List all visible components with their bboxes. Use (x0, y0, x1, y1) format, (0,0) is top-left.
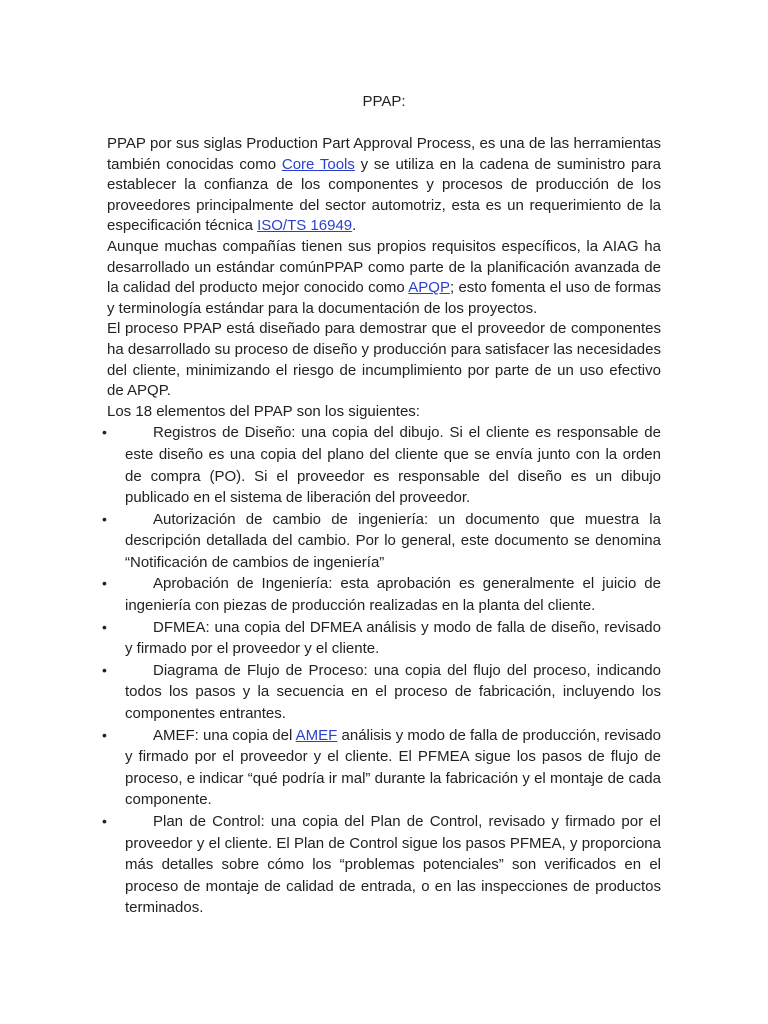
list-item-text: AMEF: una copia del (153, 726, 296, 744)
list-item (102, 660, 661, 725)
bullet-icon: • (102, 813, 107, 829)
list-item-text: Diagrama de Flujo de Proceso: una copia del flujo del proceso, indicando todos los pasos y la secuencia en el proceso de fabricación, incluyendo los componentes entrantes. (125, 661, 661, 723)
document-title: PPAP: (362, 93, 406, 110)
list-item-text: análisis y modo de falla de producción, revisado y firmado por el proveedor y el cliente. El PFMEA sigue los pasos de flujo de proceso, e indicar “qué podría ir mal” durante la fabricación y el montaje de cada componente. (125, 726, 661, 809)
bullet-icon: • (102, 661, 107, 678)
elements-list (102, 422, 661, 919)
paragraph-text: ; esto fomenta el uso de formas y terminología estándar para la documentación de los proyectos. (107, 279, 661, 317)
amef-link[interactable]: AMEF (295, 726, 338, 744)
iso-ts-16949-link[interactable]: ISO/TS 16949 (257, 217, 353, 235)
paragraph-process: El proceso PPAP está diseñado para demostrar que el proveedor de componentes ha desarrollado su proceso de diseño y producción para satisfacer las necesidades del cliente, minimizando el riesgo de incumplimiento por parte de un uso efectivo de APQP. (107, 320, 661, 400)
core-tools-link[interactable]: Core Tools (281, 155, 355, 173)
apqp-link[interactable]: APQP (408, 279, 450, 297)
bullet-icon: • (102, 618, 107, 635)
paragraph-elements-intro: Los 18 elementos del PPAP son los siguientes: (107, 402, 420, 420)
list-item (102, 617, 661, 660)
bullet-icon: • (102, 575, 107, 592)
list-item-text: Plan de Control: una copia del Plan de Control, revisado y firmado por el proveedor y el cliente. El Plan de Control sigue los pasos PFMEA, y proporciona más detalles sobre cómo los “problemas potenciales” son verificados en el proceso de montaje de calidad de entrada, o en las inspecciones de productos terminados. (125, 813, 661, 917)
bullet-icon: • (102, 726, 107, 743)
paragraph-aiag (107, 237, 661, 319)
list-item (102, 573, 661, 616)
list-item (102, 725, 661, 811)
list-item-text: DFMEA: una copia del DFMEA análisis y modo de falla de diseño, revisado y firmado por el proveedor y el cliente. (125, 618, 661, 658)
list-item-text: Autorización de cambio de ingeniería: un documento que muestra la descripción detallada del cambio. Por lo general, este documento se denomina “Notificación de cambios de ingeniería” (125, 510, 661, 571)
list-item-text: Registros de Diseño: una copia del dibujo. Si el cliente es responsable de este diseño es una copia del plano del cliente que se envía junto con la orden de compra (PO). Si el proveedor es responsable del diseño es un dibujo publicado en el sistema de liberación del proveedor. (125, 424, 661, 507)
list-item-text: Aprobación de Ingeniería: esta aprobación es generalmente el juicio de ingeniería con piezas de producción realizadas en la planta del cliente. (125, 575, 661, 615)
list-item (102, 509, 661, 574)
list-item (102, 811, 661, 919)
paragraph-text: y se utiliza en la cadena de suministro para establecer la confianza de los componentes y procesos de producción de los proveedores principalmente del sector automotriz, esta es un requerimiento de la especificación técnica (107, 155, 661, 235)
paragraph-intro (107, 134, 661, 237)
paragraph-text: Aunque muchas compañías tienen sus propios requisitos específicos, la AIAG ha desarrollado un estándar comúnPPAP como parte de la planificación avanzada de la calidad del producto mejor conocido como (107, 237, 661, 297)
list-item (102, 422, 661, 508)
paragraph-text: PPAP por sus siglas Production Part Approval Process, es una de las herramientas también conocidas como (107, 135, 661, 173)
paragraph-text: . (352, 217, 357, 235)
bullet-icon: • (102, 424, 107, 441)
bullet-icon: • (102, 510, 107, 527)
